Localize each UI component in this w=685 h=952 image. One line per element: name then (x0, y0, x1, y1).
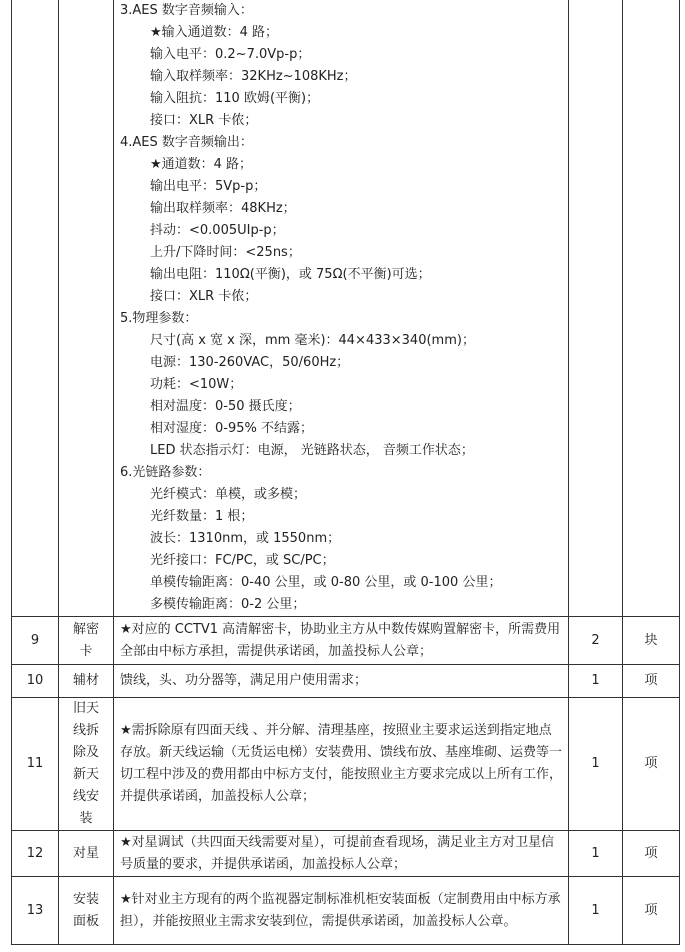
spec-section-aes-output (120, 132, 564, 308)
spec-item: 功耗：<10W； (150, 377, 243, 392)
section-title: 5.物理参数： (120, 311, 198, 326)
spec-item: 单模传输距离：0-40 公里，或 0-80 公里，或 0-100 公里； (150, 575, 502, 590)
spec-item: 接口：XLR 卡侬； (150, 113, 258, 128)
unit-cell: 项 (623, 698, 680, 831)
unit-cell (623, 0, 680, 617)
table-row-11 (12, 698, 680, 831)
name-cell (59, 877, 114, 945)
equipment-spec-table (11, 0, 680, 945)
unit-cell: 项 (623, 877, 680, 945)
name-cell: 对星 (59, 831, 114, 877)
spec-section-optical (120, 462, 564, 616)
spec-item: 输入取样频率：32KHz~108KHz； (150, 69, 357, 84)
spec-item: 多模传输距离：0-2 公里； (150, 597, 306, 612)
no-cell: 13 (12, 877, 59, 945)
item-name: 安装面板 (72, 891, 99, 929)
desc-cell: ★对星调试（共四面天线需要对星），可提前查看现场，满足业主方对卫星信号质量的要求，并提供承诺函，加盖投标人公章； (114, 831, 569, 877)
spec-item: 电源：130-260VAC，50/60Hz； (150, 355, 350, 370)
no-cell (12, 0, 59, 617)
spec-item: 尺寸(高 x 宽 x 深，mm 毫米)：44×433×340(mm)； (150, 333, 475, 348)
desc-cell: ★对应的 CCTV1 高清解密卡，协助业主方从中数传媒购置解密卡，所需费用全部由中标方承担，需提供承诺函，加盖投标人公章； (114, 617, 569, 665)
qty-cell: 1 (569, 831, 623, 877)
name-cell: 辅材 (59, 665, 114, 698)
table-row-12 (12, 831, 680, 877)
desc-cell: ★针对业主方现有的两个监视器定制标准机柜安装面板（定制费用由中标方承担），并能按照业主需求安装到位，需提供承诺函，加盖投标人公章。 (114, 877, 569, 945)
spec-item: 接口：XLR 卡侬； (150, 289, 258, 304)
spec-item: 相对温度：0-50 摄氏度； (150, 399, 301, 414)
desc-cell: 馈线，头、功分器等，满足用户使用需求； (114, 665, 569, 698)
table-row-continuation (12, 0, 680, 617)
spec-section-aes-input (120, 0, 564, 132)
table-row-13 (12, 877, 680, 945)
no-cell: 12 (12, 831, 59, 877)
spec-item: 输出取样频率：48KHz； (150, 201, 296, 216)
qty-cell: 1 (569, 665, 623, 698)
no-cell: 9 (12, 617, 59, 665)
spec-item: 光纤接口：FC/PC，或 SC/PC； (150, 553, 335, 568)
spec-item: 输出电平：5Vp-p； (150, 179, 267, 194)
unit-cell: 块 (623, 617, 680, 665)
desc-cell: ★需拆除原有四面天线 、并分解、清理基座，按照业主要求运送到指定地点存放。新天线运输（无货运电梯）安装费用、馈线布放、基座堆砌、运费等一切工程中涉及的费用都由中标方支付，能按照业主方要求完成以上所有工作，并提供承诺函，加盖投标人公章； (114, 698, 569, 831)
spec-item: 光纤数量：1 根； (150, 509, 254, 524)
no-cell: 11 (12, 698, 59, 831)
section-title: 3.AES 数字音频输入： (120, 3, 253, 18)
section-title: 6.光链路参数： (120, 465, 211, 480)
qty-cell: 2 (569, 617, 623, 665)
name-cell (59, 617, 114, 665)
unit-cell: 项 (623, 665, 680, 698)
qty-cell: 1 (569, 877, 623, 945)
no-cell: 10 (12, 665, 59, 698)
table-row-10 (12, 665, 680, 698)
table-row-9 (12, 617, 680, 665)
item-name: 旧天线拆除及新天线安装 (72, 701, 99, 826)
qty-cell (569, 0, 623, 617)
qty-cell: 1 (569, 698, 623, 831)
spec-item: 上升/下降时间：<25ns； (150, 245, 301, 260)
spec-item: 相对湿度：0-95% 不结露； (150, 421, 313, 436)
spec-item: 抖动：<0.005UIp-p； (150, 223, 285, 238)
item-name: 解密卡 (72, 621, 99, 659)
name-cell (59, 698, 114, 831)
unit-cell: 项 (623, 831, 680, 877)
spec-item: 输入阻抗：110 欧姆(平衡)； (150, 91, 320, 106)
section-title: 4.AES 数字音频输出： (120, 135, 253, 150)
spec-cell (114, 0, 569, 617)
spec-item: 输出电阻：110Ω(平衡)，或 75Ω(不平衡)可选； (150, 267, 431, 282)
spec-item: LED 状态指示灯：电源， 光链路状态， 音频工作状态； (150, 443, 474, 458)
spec-section-physical (120, 308, 564, 462)
spec-item: ★通道数：4 路； (150, 157, 253, 172)
spec-item: ★输入通道数：4 路； (150, 25, 279, 40)
spec-item: 输入电平：0.2~7.0Vp-p； (150, 47, 311, 62)
spec-item: 光纤模式：单模，或多模； (150, 487, 307, 502)
name-cell (59, 0, 114, 617)
spec-item: 波长：1310nm，或 1550nm； (150, 531, 341, 546)
